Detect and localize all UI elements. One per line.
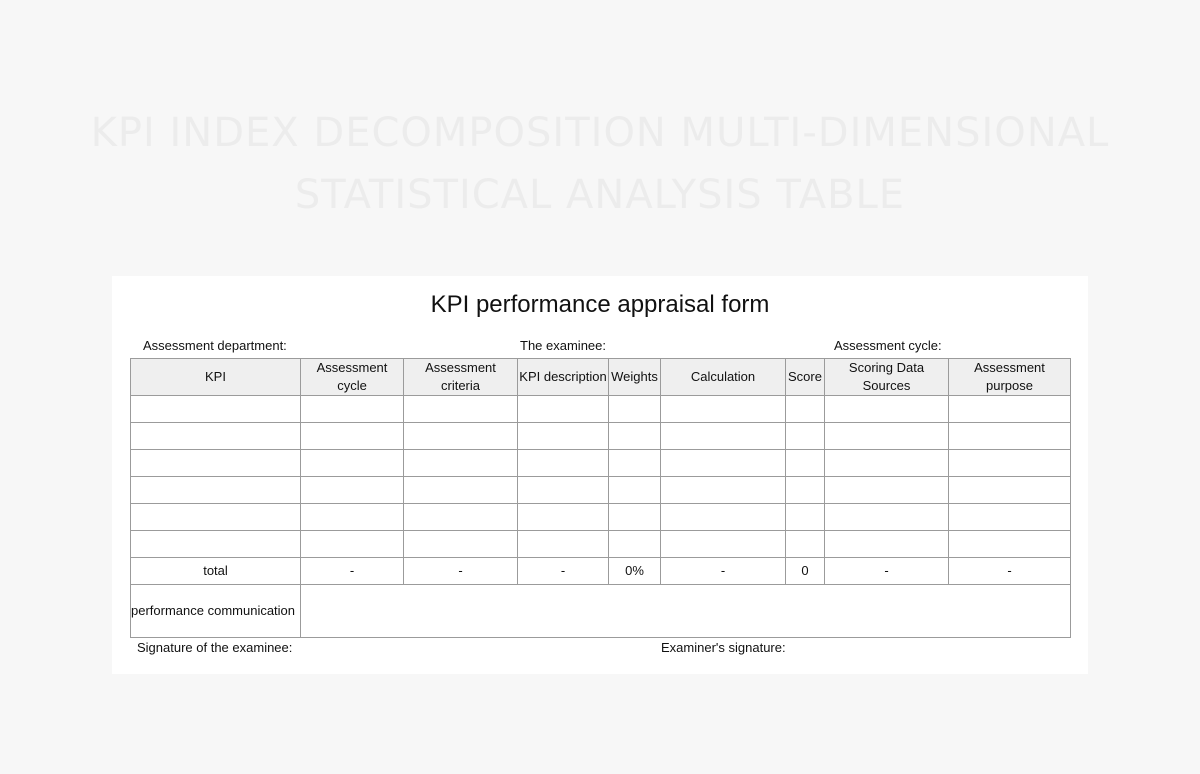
column-header-assessment-cycle: Assessment cycle (301, 359, 404, 396)
table-row (131, 396, 1071, 423)
table-cell[interactable] (609, 504, 661, 531)
total-cell: total (131, 558, 301, 585)
table-cell[interactable] (949, 396, 1071, 423)
table-cell[interactable] (786, 450, 825, 477)
table-cell[interactable] (949, 423, 1071, 450)
table-cell[interactable] (301, 531, 404, 558)
total-cell: - (404, 558, 518, 585)
table-cell[interactable] (949, 531, 1071, 558)
column-header-kpi: KPI (131, 359, 301, 396)
table-cell[interactable] (518, 477, 609, 504)
table-cell[interactable] (131, 504, 301, 531)
table-cell[interactable] (949, 504, 1071, 531)
table-cell[interactable] (825, 531, 949, 558)
table-cell[interactable] (404, 450, 518, 477)
table-cell[interactable] (661, 450, 786, 477)
table-cell[interactable] (786, 396, 825, 423)
table-cell[interactable] (609, 531, 661, 558)
assessment-department-label: Assessment department: (143, 338, 287, 353)
table-cell[interactable] (786, 477, 825, 504)
table-cell[interactable] (518, 396, 609, 423)
table-cell[interactable] (949, 450, 1071, 477)
table-cell[interactable] (131, 396, 301, 423)
examinee-label: The examinee: (520, 338, 606, 353)
table-cell[interactable] (786, 423, 825, 450)
table-row (131, 504, 1071, 531)
total-cell: - (301, 558, 404, 585)
assessment-cycle-label: Assessment cycle: (834, 338, 942, 353)
total-cell: 0% (609, 558, 661, 585)
table-cell[interactable] (301, 450, 404, 477)
table-cell[interactable] (825, 477, 949, 504)
table-cell[interactable] (825, 423, 949, 450)
column-header-assessment-criteria: Assessment criteria (404, 359, 518, 396)
total-cell: - (518, 558, 609, 585)
column-header-scoring-data-sources: Scoring Data Sources (825, 359, 949, 396)
table-cell[interactable] (404, 477, 518, 504)
table-cell[interactable] (661, 531, 786, 558)
table-cell[interactable] (404, 504, 518, 531)
table-row (131, 531, 1071, 558)
table-cell[interactable] (609, 477, 661, 504)
table-cell[interactable] (825, 396, 949, 423)
total-row (131, 558, 1071, 585)
total-cell: 0 (786, 558, 825, 585)
table-row (131, 450, 1071, 477)
table-cell[interactable] (301, 477, 404, 504)
table-cell[interactable] (786, 504, 825, 531)
background-title-line-2: STATISTICAL ANALYSIS TABLE (294, 172, 906, 218)
table-cell[interactable] (949, 477, 1071, 504)
table-cell[interactable] (131, 477, 301, 504)
table-cell[interactable] (825, 504, 949, 531)
table-cell[interactable] (609, 450, 661, 477)
table-cell[interactable] (609, 396, 661, 423)
table-cell[interactable] (301, 396, 404, 423)
table-cell[interactable] (825, 450, 949, 477)
table-cell[interactable] (518, 450, 609, 477)
column-header-weights: Weights (609, 359, 661, 396)
column-header-kpi-description: KPI description (518, 359, 609, 396)
performance-communication-field[interactable] (301, 585, 1071, 638)
table-header-row (131, 359, 1071, 396)
table-cell[interactable] (131, 450, 301, 477)
examiner-signature-label: Examiner's signature: (661, 640, 786, 655)
table-row (131, 477, 1071, 504)
table-cell[interactable] (131, 423, 301, 450)
kpi-appraisal-table (130, 358, 1071, 638)
table-cell[interactable] (661, 504, 786, 531)
table-cell[interactable] (131, 531, 301, 558)
table-cell[interactable] (786, 531, 825, 558)
table-cell[interactable] (518, 423, 609, 450)
performance-communication-row (131, 585, 1071, 638)
table-cell[interactable] (518, 504, 609, 531)
total-cell: - (949, 558, 1071, 585)
performance-communication-label: performance communication (131, 585, 301, 638)
table-cell[interactable] (609, 423, 661, 450)
table-cell[interactable] (518, 531, 609, 558)
table-row (131, 423, 1071, 450)
table-cell[interactable] (661, 477, 786, 504)
table-cell[interactable] (301, 423, 404, 450)
background-title-line-1: KPI INDEX DECOMPOSITION MULTI-DIMENSIONAL (90, 110, 1110, 156)
table-cell[interactable] (404, 396, 518, 423)
total-cell: - (825, 558, 949, 585)
column-header-score: Score (786, 359, 825, 396)
form-title: KPI performance appraisal form (430, 291, 770, 318)
table-cell[interactable] (404, 531, 518, 558)
table-cell[interactable] (661, 423, 786, 450)
total-cell: - (661, 558, 786, 585)
column-header-calculation: Calculation (661, 359, 786, 396)
table-cell[interactable] (404, 423, 518, 450)
column-header-assessment-purpose: Assessment purpose (949, 359, 1071, 396)
table-cell[interactable] (301, 504, 404, 531)
table-cell[interactable] (661, 396, 786, 423)
examinee-signature-label: Signature of the examinee: (137, 640, 293, 655)
